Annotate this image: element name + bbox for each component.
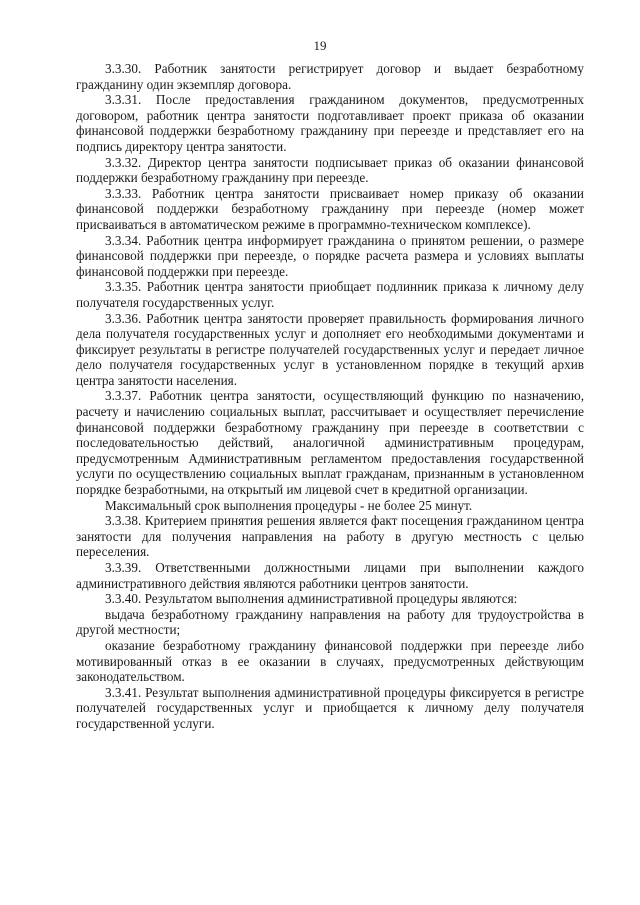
paragraph-3-3-36: 3.3.36. Работник центра занятости проверяет правильность формирования личного дела получателя государственных услуг и дополняет его необходимыми документами и фиксирует результаты в регистре получателей государственных услуг и передает личное дело получателя государственных услуг в установленном порядке в текущий архив центра занятости населения. [76,310,584,388]
paragraph-3-3-41: 3.3.41. Результат выполнения административной процедуры фиксируется в регистре получателей государственных услуг и приобщается к личному делу получателя государственной услуги. [76,684,584,731]
paragraph-3-3-39: 3.3.39. Ответственными должностными лицами при выполнении каждого административного действия являются работники центров занятости. [76,560,584,591]
paragraph-result-item-1: выдача безработному гражданину направления на работу для трудоустройства в другой местности; [76,606,584,638]
page-number: 19 [313,38,327,53]
document-body [76,61,584,732]
paragraph-3-3-30: 3.3.30. Работник занятости регистрирует договор и выдает безработному гражданину один экземпляр договора. [76,61,584,92]
paragraph-3-3-37: 3.3.37. Работник центра занятости, осуществляющий функцию по назначению, расчету и начислению социальных выплат, рассчитывает и осуществляет перечисление финансовой поддержки безработному гражданину при переезде в соответствии с последовательностью действий, аналогичной административным процедурам, предусмотренным Административным регламентом предоставления государственной услуги по осуществлению социальных выплат гражданам, признанным в установленном порядке безработными, на открытый им лицевой счет в кредитной организации. [76,388,584,498]
paragraph-3-3-32: 3.3.32. Директор центра занятости подписывает приказ об оказании финансовой поддержки безработному гражданину при переезде. [76,154,584,186]
paragraph-3-3-35: 3.3.35. Работник центра занятости приобщает подлинник приказа к личному делу получателя государственных услуг. [76,279,584,310]
paragraph-result-item-2: оказание безработному гражданину финансовой поддержки при переезде либо мотивированный отказ в ее оказании в случаях, предусмотренных действующим законодательством. [76,637,584,685]
paragraph-3-3-40: 3.3.40. Результатом выполнения административной процедуры являются: [105,591,518,607]
paragraph-3-3-33: 3.3.33. Работник центра занятости присваивает номер приказу об оказании финансовой поддержки безработному гражданину при переезде (номер может присваиваться в автоматическом режиме в программно-техническом комплексе). [76,185,584,232]
paragraph-3-3-38: 3.3.38. Критерием принятия решения является факт посещения гражданином центра занятости для получения направления на работу в другую местность с целью переселения. [76,513,584,560]
paragraph-3-3-31: 3.3.31. После предоставления гражданином документов, предусмотренных договором, работник центра занятости подготавливает проект приказа об оказании финансовой поддержки безработному гражданину при переезде и представляет его на подпись директору центра занятости. [76,92,584,154]
paragraph-3-3-34: 3.3.34. Работник центра информирует гражданина о принятом решении, о размере финансовой поддержки при переезде, о порядке расчета размера и условиях выплаты финансовой поддержки при переезде. [76,232,584,279]
paragraph-max-duration: Максимальный срок выполнения процедуры - не более 25 минут. [105,497,473,513]
